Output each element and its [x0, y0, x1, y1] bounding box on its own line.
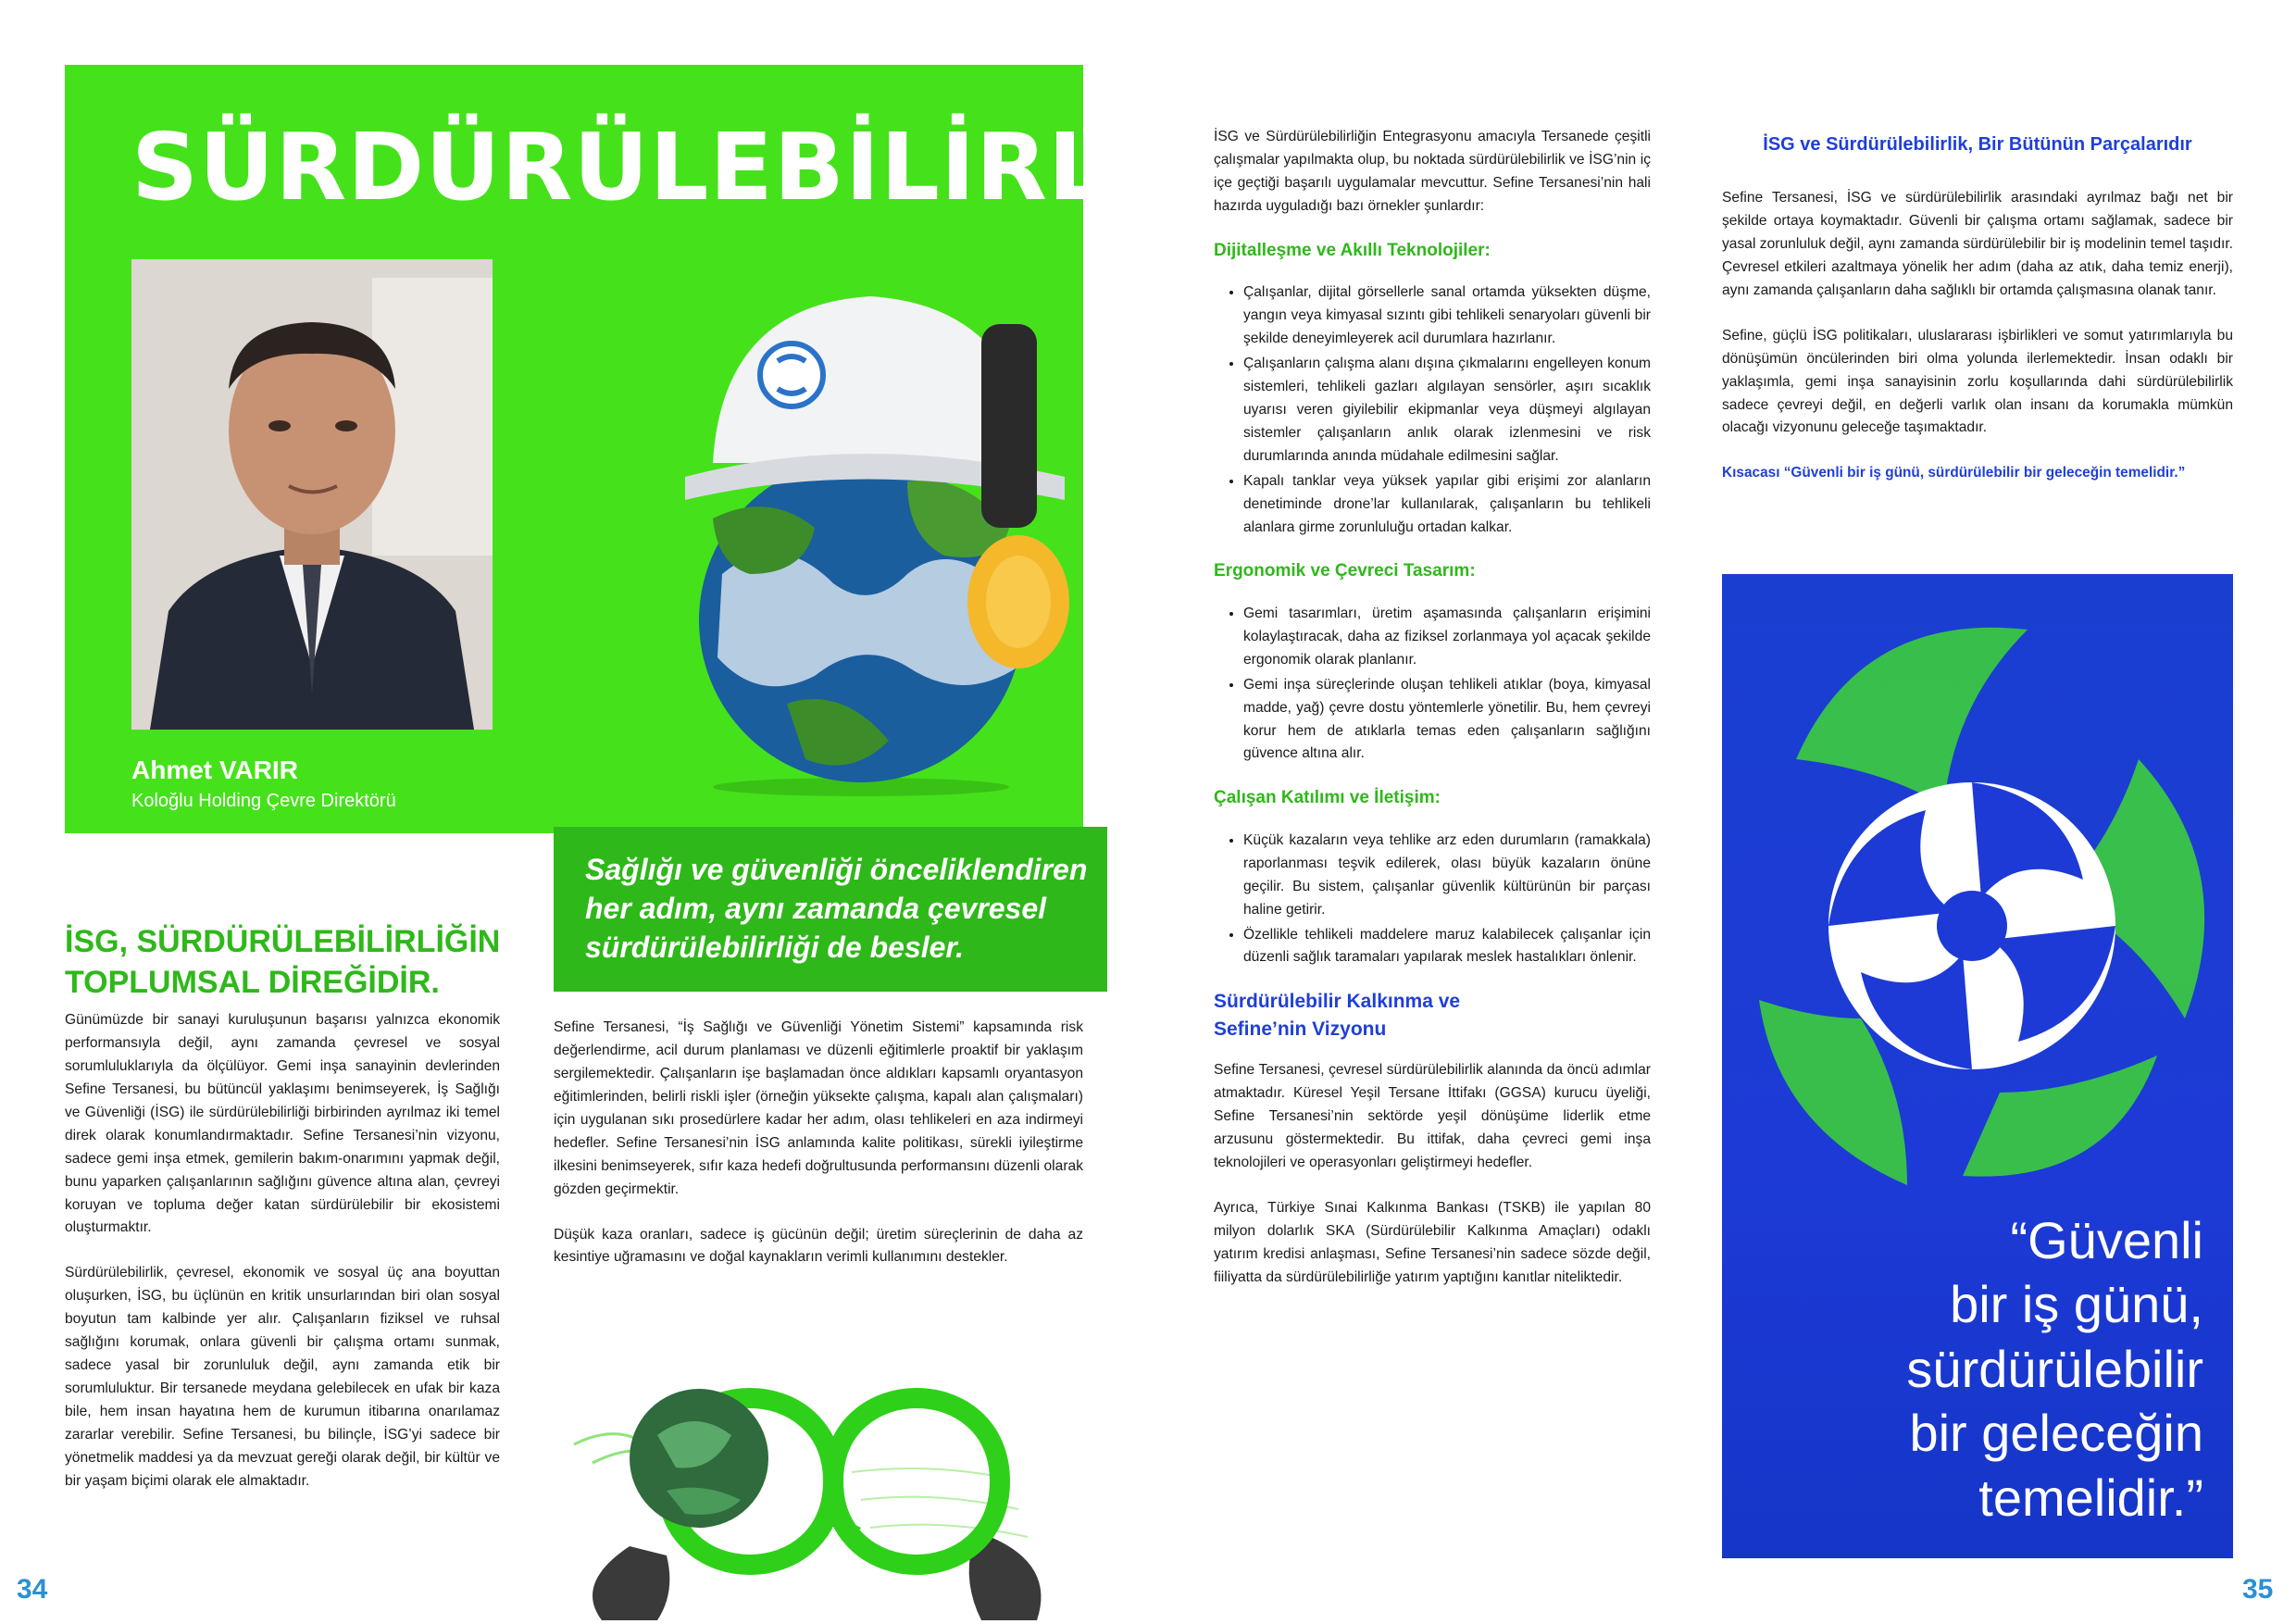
- list-item: • Gemi inşa süreçlerinde oluşan tehlikeli atıklar (boya, kimyasal madde, yağ) çevre dostu yöntemlerle yönetilir. Bu, hem çevreyi korur hem de atıklarla temas eden çalışanların sağlığını güvence altına alır.: [1243, 674, 1651, 767]
- list-digital: [1214, 281, 1651, 539]
- col4-paragraph-1: Sefine Tersanesi, İSG ve sürdürülebilirlik arasındaki ayrılmaz bağı net bir şekilde ortaya koymaktadır. Güvenli bir çalışma ortamı sağlamak, sadece bir yasal zorunluluk değil, aynı zamanda sürdürülebilir bir iş modelinin temel taşıdır. Çevresel etkileri azaltmaya yönelik her adım (daha az atık, daha temiz enerji), aynı zamanda çalışanların daha sağlıklı bir ortamda çalışmasına olanak tanır.: [1722, 190, 2233, 298]
- blue-quote-line: “Güvenli: [2010, 1211, 2203, 1269]
- list-ergonomic: [1214, 603, 1651, 767]
- page-number-right: 35: [2242, 1574, 2274, 1605]
- subheading-participation: Çalışan Katılımı ve İletişim:: [1214, 788, 1441, 808]
- list-participation: [1214, 830, 1651, 970]
- page-number-left: 34: [17, 1574, 48, 1605]
- subheading-ergonomic: Ergonomik ve Çevreci Tasarım:: [1214, 561, 1476, 581]
- person-job-title: Koloğlu Holding Çevre Direktörü: [131, 791, 396, 811]
- list-item: • Gemi tasarımları, üretim aşamasında çalışanların erişimini kolaylaştıracak, daha az fiziksel zorlanmaya yol açacak şekilde ergonomik olarak planlanır.: [1243, 603, 1651, 672]
- section-heading-whole: İSG ve Sürdürülebilirlik, Bir Bütünün Parçalarıdır: [1763, 134, 2192, 155]
- blue-quote-line: sürdürülebilir: [1906, 1339, 2203, 1398]
- col2-paragraph-1: Sefine Tersanesi, “İş Sağlığı ve Güvenliği Yönetim Sistemi” kapsamında risk değerlendirme, acil durum planlaması ve düzenli eğitimlerle proaktif bir yaklaşım sergilemektedir. Çalışanların işe başlamadan önce aldıkları kapsamlı oryantasyon eğitimlerinden, belirli riskli işler (örneğin yüksekte çalışma, kapalı alan çalışmaları) için uygulanan sıkı prosedürlere kadar her adım, olası tehlikeleri en aza indirmeyi hedefler. Sefine Tersanesi’nin İSG anlamında kalite politikası, sürekli iyileştirme ilkesini benimseyerek, sıfır kaza hedefi doğrultusunda performansını düzenli olarak gözden geçirmektir.: [554, 1019, 1083, 1197]
- col4-summary: Kısacası “Güvenli bir iş günü, sürdürülebilir bir geleceğin temelidir.”: [1722, 465, 2186, 481]
- blue-quote-line: bir geleceğin: [1909, 1404, 2203, 1463]
- col1-body: [65, 1009, 500, 1516]
- pull-quote-text: Sağlığı ve güvenliği önceliklendiren her adım, aynı zamanda çevresel sürdürülebilirliği de besler.: [585, 853, 1088, 965]
- list-item: • Kapalı tanklar veya yüksek yapılar gibi erişimi zor alanların denetiminde drone’lar kullanılarak, çalışanların bu tehlikeli alanlara girme zorunluluğu ortadan kalkar.: [1243, 470, 1651, 540]
- list-item: • Çalışanlar, dijital görsellerle sanal ortamda yüksekten düşme, yangın veya kimyasal sızıntı gibi tehlikeli senaryoları güvenli bir şekilde deneyimleyerek acil durumlara hazırlanır.: [1243, 281, 1651, 351]
- person-name: Ahmet VARIR: [131, 756, 298, 784]
- col2-paragraph-2: Düşük kaza oranları, sadece iş gücünün değil; üretim süreçlerinin de daha az kesintiye uğramasını ve doğal kaynakların verimli kullanımını destekler.: [554, 1226, 1083, 1266]
- subheading-vision: Sürdürülebilir Kalkınma ve Sefine’nin Vizyonu: [1214, 991, 1461, 1040]
- list-item: • Küçük kazaların veya tehlike arz eden durumların (ramakkala) raporlanması teşvik edilerek, olası büyük kazaların önüne geçilir. Bu sistem, çalışanlar güvenlik kültürünün bir parçası haline getirir.: [1243, 830, 1651, 922]
- list-item: • Çalışanların çalışma alanı dışına çıkmalarını engelleyen konum sistemleri, tehlikeli gazları algılayan sensörler, aşırı sıcaklık uyarısı veren giyilebilir ekipmanlar veya düşmeyi algılayan sistemler çalışanların anlık olarak izlenmesini ve risk durumlarında anında müdahale edilmesini sağlar.: [1243, 353, 1651, 468]
- section-heading-isg: İSG, SÜRDÜRÜLEBİLİRLİĞİN TOPLUMSAL DİREĞİDİR.: [65, 924, 501, 1001]
- blue-quote-line: temelidir.”: [1978, 1468, 2203, 1527]
- page-title: SÜRDÜRÜLEBİLİRLİK: [131, 113, 1217, 221]
- col1-paragraph-2: Sürdürülebilirlik, çevresel, ekonomik ve sosyal üç ana boyuttan oluşurken, İSG, bu üçlünün en kritik unsurlarından biri olan sosyal boyutun tam kalbinde yer alır. Çalışanların fiziksel ve ruhsal sağlığını korumak, onlara güvenli bir çalışma ortamı sunmak, sadece yasal bir zorunluluk değil, aynı zamanda etik bir sorumluluktur. Bir tersanede meydana gelebilecek en ufak bir kaza bile, hem insan hayatına hem de kurumun itibarına onarılamaz zararlar verebilir. Sefine Tersanesi, bu bilinçle, İSG’yi sadece bir yönetmelik maddesi ya da mevzuat gereği olarak değil, bir kültür ve bir yaşam biçimi olarak ele almaktadır.: [65, 1265, 500, 1489]
- vision-paragraph-2: Ayrıca, Türkiye Sınai Kalkınma Bankası (TSKB) ile yapılan 80 milyon dolarlık SKA (Sürdürülebilir Kalkınma Amaçları) odaklı yatırım kredisi anlaşması, Sefine Tersanesi’nin sadece sözde değil, fiiliyatta da sürdürülebilirliğe yatırım yaptığını kanıtlar niteliktedir.: [1214, 1199, 1651, 1285]
- col3-intro: İSG ve Sürdürülebilirliğin Entegrasyonu amacıyla Tersanede çeşitli çalışmalar yapılmakta olup, bu noktada sürdürülebilirlik ve İSG’nin iç içe geçtiği başarılı uygulamalar mevcuttur. Sefine Tersanesi’nin hali hazırda uyguladığı bazı örnekler şunlardır:: [1214, 129, 1651, 214]
- infinity-globe-illustration: [555, 1315, 1111, 1620]
- globe-helmet-illustration: [630, 222, 1111, 796]
- col2-body: [554, 1017, 1083, 1292]
- subheading-digital: Dijitalleşme ve Akıllı Teknolojiler:: [1214, 240, 1491, 260]
- blue-panel-quote: [1741, 1208, 2203, 1530]
- blue-quote-line: bir iş günü,: [1950, 1275, 2203, 1334]
- person-illustration: [131, 259, 493, 730]
- col1-paragraph-1: Günümüzde bir sanayi kuruluşunun başarısı yalnızca ekonomik performansıyla değil, aynı zamanda çevresel ve sosyal sorumluluklarıyla da ölçülüyor. Gemi inşa sanayinin devlerinden Sefine Tersanesi, bu bütüncül yaklaşımı benimseyerek, İş Sağlığı ve Güvenliği (İSG) ile sürdürülebilirliği birbirinden ayrılmaz iki temel direk olarak konumlandırmaktadır. Sefine Tersanesi’nin vizyonu, sadece gemi inşa etmek, gemilerin bakım-onarımını yapmak değil, bunu yaparken çalışanlarının sağlığını güvence altına alan, çevreyi koruyan ve topluma değer katan sürdürülebilir bir ekosistemi oluşturmaktır.: [65, 1012, 500, 1236]
- col4-body: [1722, 130, 2233, 507]
- vision-paragraph-1: Sefine Tersanesi, çevresel sürdürülebilirlik alanında da öncü adımlar atmaktadır. Küresel Yeşil Tersane İttifakı (GGSA) kurucu üyeliği, Sefine Tersanesi’nin sektörde yeşil dönüşüme liderlik etme arzusunu göstermektedir. Bu ittifak, daha çevreci gemi inşa teknolojileri ve operasyonları geliştirmeyi hedefler.: [1214, 1062, 1651, 1170]
- col4-paragraph-2: Sefine, güçlü İSG politikaları, uluslararası işbirlikleri ve somut yatırımlarıyla bu dönüşümün öncülerinden biri olma yolunda ilerlemektedir. İnsan odaklı bir yaklaşımla, gemi inşa sanayisinin zorlu koşullarında dahi sürdürülebilirlik sadece çevreyi değil, en değerli varlık olan insanı da korumakla mümkün olacağı vizyonunu geleceğe taşımaktadır.: [1722, 327, 2233, 436]
- list-item: • Özellikle tehlikeli maddelere maruz kalabilecek çalışanlar için düzenli sağlık taramaları yapılarak meslek hastalıkları önlenir.: [1243, 924, 1651, 970]
- portrait-photo: [131, 259, 493, 730]
- col3-body: [1214, 126, 1651, 1312]
